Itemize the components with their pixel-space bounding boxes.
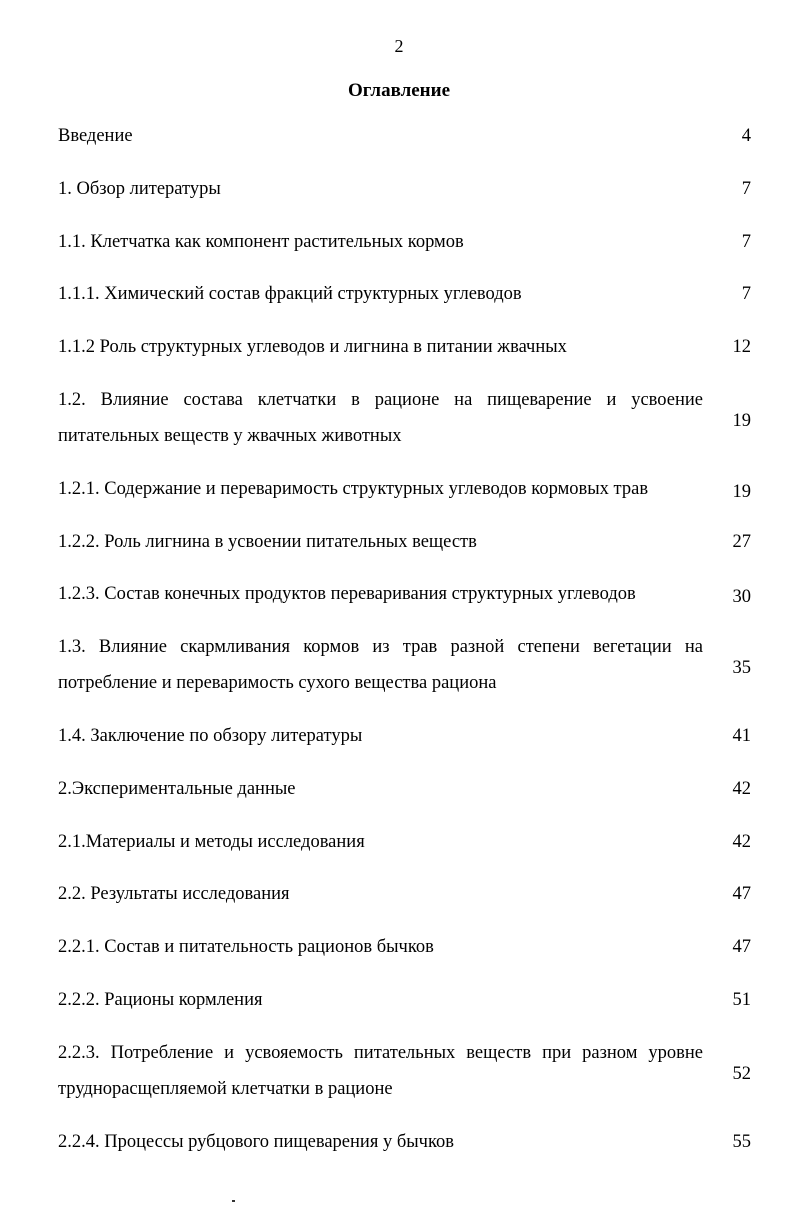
toc-entry	[58, 718, 751, 754]
toc-entry-text: 2.2.4. Процессы рубцового пищеварения у бычков	[58, 1131, 455, 1152]
toc-entry	[58, 524, 751, 560]
toc-entry-text: 1.1.1. Химический состав фракций структурных углеводов	[58, 284, 522, 305]
toc-entry-text: 1.4. Заключение по обзору литературы	[58, 725, 363, 746]
toc-entry	[58, 1124, 751, 1160]
toc-entry-text: 1. Обзор литературы	[58, 178, 221, 199]
toc-entry	[58, 824, 751, 860]
toc-entry	[58, 576, 751, 612]
toc-entry-page: 47	[732, 937, 751, 958]
toc-entry	[58, 876, 751, 912]
toc-entry	[58, 329, 751, 365]
toc-entry	[58, 118, 751, 154]
toc-entry-text: 2.2. Результаты исследования	[58, 884, 290, 905]
toc-entry-text: 1.2. Влияние состава клетчатки в рационе на пищеварение и усвоение питательных веществ у жвачных животных	[58, 389, 703, 446]
toc-entry	[58, 771, 751, 807]
toc-entry-text: 1.2.1. Содержание и переваримость структурных углеводов кормовых трав	[58, 478, 649, 499]
toc-entry-text: 2.2.2. Рационы кормления	[58, 989, 263, 1010]
toc-entry-text: 1.3. Влияние скармливания кормов из трав разной степени вегетации на потребление и переваримость сухого вещества рациона	[58, 637, 703, 694]
toc-entry-text: Введение	[58, 126, 133, 146]
toc-entry-page: 7	[741, 231, 751, 252]
toc-entry-page: 19	[732, 410, 751, 431]
toc-entry-text: 1.2.2. Роль лигнина в усвоении питательных веществ	[58, 531, 477, 552]
toc-entry-page: 30	[732, 587, 751, 608]
scan-artifact	[232, 1200, 235, 1202]
toc-title: Оглавление	[347, 80, 451, 101]
toc-entry-text: 2.2.1. Состав и питательность рационов бычков	[58, 937, 434, 958]
toc-entry-page: 47	[732, 884, 751, 905]
toc-entry-text: 2.1.Материалы и методы исследования	[58, 831, 365, 852]
toc-entry	[58, 982, 751, 1018]
toc-entry-page: 4	[741, 126, 751, 146]
toc-entry	[58, 171, 751, 207]
toc-entry-page: 35	[732, 658, 751, 679]
toc-entry	[58, 1035, 751, 1107]
toc-entry-page: 52	[732, 1063, 751, 1084]
toc-entry-page: 41	[732, 725, 751, 746]
toc-entry-page: 55	[732, 1131, 751, 1152]
toc-entry-page: 19	[732, 481, 751, 502]
toc-entry-text: 1.2.3. Состав конечных продуктов переваривания структурных углеводов	[58, 584, 636, 605]
toc-entry-page: 42	[732, 831, 751, 852]
toc-entry	[58, 471, 751, 507]
toc-entry-text: 2.2.3. Потребление и усвояемость питательных веществ при разном уровне труднорасщепляемой клетчатки в рационе	[58, 1042, 703, 1099]
toc-entry-page: 42	[732, 778, 751, 799]
toc-entry	[58, 276, 751, 312]
toc-entry-text: 1.1.2 Роль структурных углеводов и лигнина в питании жвачных	[58, 337, 567, 358]
toc-entry-page: 7	[741, 284, 751, 305]
page-number: 2	[394, 36, 404, 56]
toc-entry-page: 12	[732, 337, 751, 358]
toc-entry-page: 7	[741, 178, 751, 199]
toc-entry	[58, 929, 751, 965]
toc-entry	[58, 629, 751, 701]
toc-entry	[58, 382, 751, 454]
toc-entry-text: 2.Экспериментальные данные	[58, 778, 296, 799]
toc-entry	[58, 224, 751, 260]
toc-entry-page: 51	[732, 989, 751, 1010]
toc-entry-text: 1.1. Клетчатка как компонент растительных кормов	[58, 231, 464, 252]
table-of-contents	[58, 118, 751, 1176]
toc-entry-page: 27	[732, 531, 751, 552]
